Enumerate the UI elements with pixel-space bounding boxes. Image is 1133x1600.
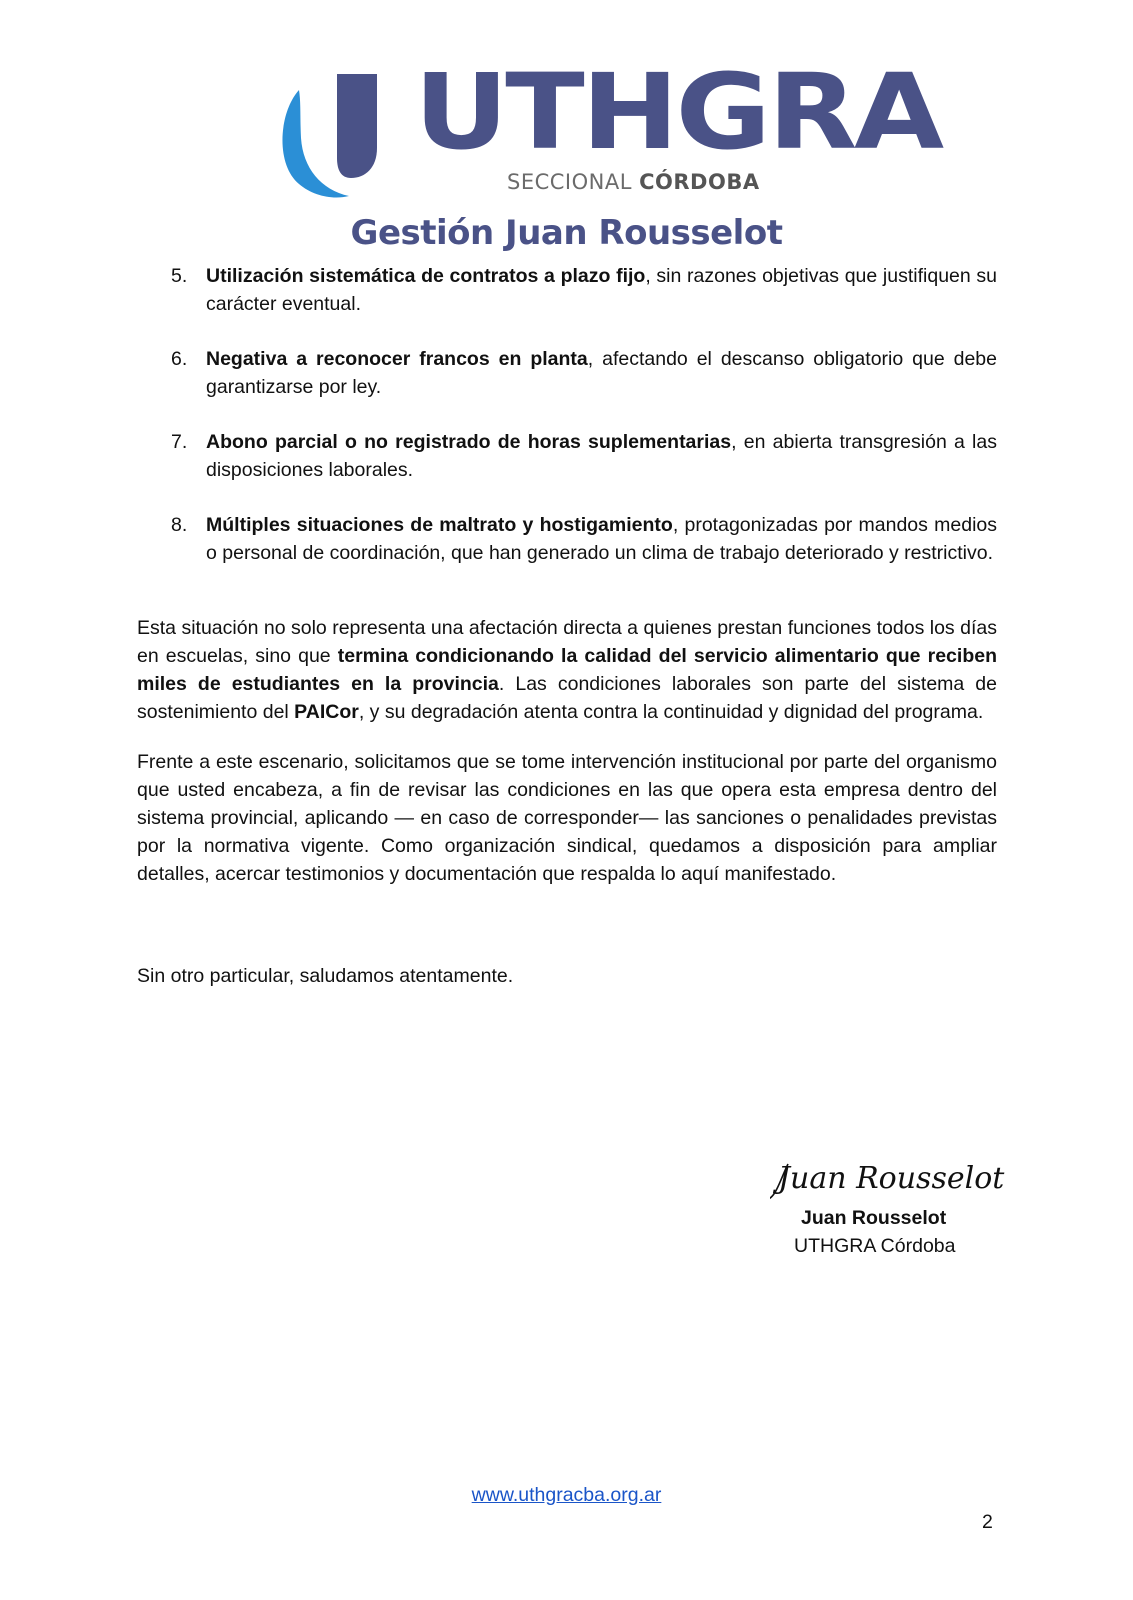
logo-subtitle [507,172,760,193]
list-bold-text: Múltiples situaciones de maltrato y hostigamiento [206,514,673,536]
list-text: , en abierta transgresión a las disposiciones laborales. [206,431,997,481]
para1-bold-d: PAICor [294,701,359,723]
list-number: 7. [171,431,188,453]
letterhead [0,0,1133,260]
para1-text-e: , y su degradación atenta contra la continuidad y dignidad del programa. [358,701,984,723]
list-text: , protagonizadas por mandos medios o personal de coordinación, que han generado un clima de trabajo deteriorado y restrictivo. [206,514,998,564]
logo-wordmark: UTHGRA [414,51,941,173]
gestion-title: Gestión Juan Rousselot [350,213,783,253]
list-text: , sin razones objetivas que justifiquen su carácter eventual. [206,265,997,315]
signature-glyphs: Juan Rousselot [778,1161,1005,1196]
page-number: 2 [982,1511,993,1533]
list-number: 5. [171,265,188,287]
para1-bold-b: termina condicionando la calidad del servicio alimentario que reciben miles de estudiantes en la provincia [137,645,997,695]
list-text: , afectando el descanso obligatorio que debe garantizarse por ley. [206,348,998,398]
list-number: 6. [171,348,188,370]
letter-body [137,262,997,1012]
list-item [137,428,997,484]
list-bold-text: Abono parcial o no registrado de horas suplementarias [206,431,732,453]
closing-line: Sin otro particular, saludamos atentamente. [137,965,514,987]
handwritten-signature [770,1150,1010,1210]
logo-sub-prefix: SECCIONAL [507,170,632,194]
list-bold-text: Negativa a reconocer francos en planta [206,348,588,370]
list-number: 8. [171,514,188,536]
signature-block [770,1150,1020,1257]
para1-text-a: Esta situación no solo representa una afectación directa a quienes prestan funciones todos los días en escuelas, sino que [137,617,997,667]
list-item [137,345,997,401]
paragraph-situation [137,614,997,726]
signer-organization: UTHGRA Córdoba [794,1235,956,1257]
paragraph-request: Frente a este escenario, solicitamos que se tome intervención institucional por parte del organismo que usted encabeza, a fin de revisar las condiciones en las que opera esta empresa dentro del sistema provincial, aplicando — en caso de corresponder— las sanciones o penalidades previstas por la normativa vigente. Como organización sindical, quedamos a disposición para ampliar detalles, acercar testimonios y documentación que respalda lo aquí manifestado. [137,751,997,885]
uthgra-logo-icon [277,72,387,200]
logo-sub-bold: CÓRDOBA [639,170,760,194]
list-bold-text: Utilización sistemática de contratos a plazo fijo [206,265,646,287]
footer-website-link[interactable]: www.uthgracba.org.ar [471,1484,662,1506]
para1-text-c: . Las condiciones laborales son parte del sistema de sostenimiento del [137,673,997,723]
signer-name: Juan Rousselot [801,1207,947,1229]
list-item [137,511,997,567]
list-item [137,262,997,318]
